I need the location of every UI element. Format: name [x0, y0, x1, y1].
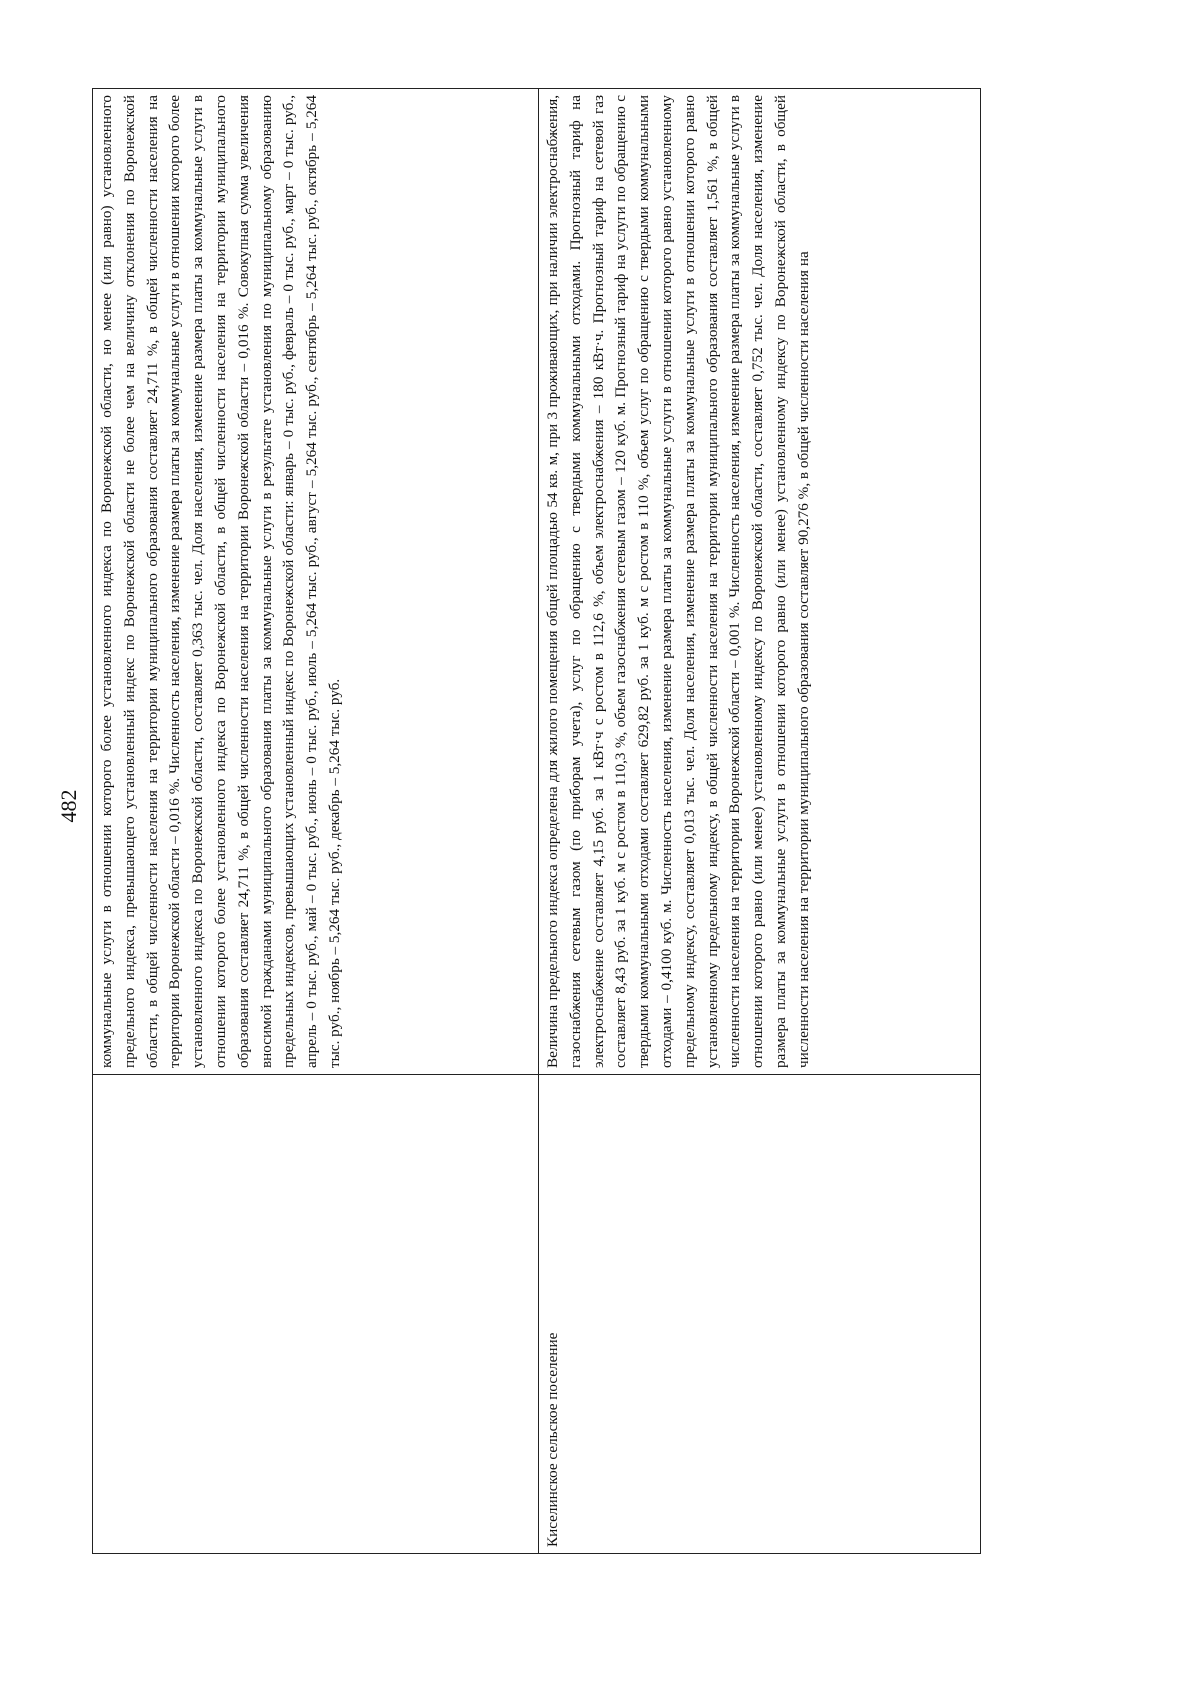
table-row	[539, 89, 981, 1554]
page-number: 482	[56, 789, 81, 823]
description-cell: Величина предельного индекса определена для жилого помещения общей площадью 54 кв. м, при 3 проживающих, при наличии электроснабжения, газоснабжения сетевым газом (по приборам учета), услуг по обращению с твердыми коммунальными отходами. Прогнозный тариф на электроснабжение составляет 4,15 руб. за 1 кВт·ч с ростом в 112,6 %, объем электроснабжения – 180 кВт·ч. Прогнозный тариф на сетевой газ составляет 8,43 руб. за 1 куб. м с ростом в 110,3 %, объем газоснабжения сетевым газом – 120 куб. м. Прогнозный тариф на услуги по обращению с твердыми коммунальными отходами составляет 629,82 руб. за 1 куб. м с ростом в 110 %, объем услуг по обращению с твердыми коммунальными отходами – 0,4100 куб. м. Численность населения, изменение размера платы за коммунальные услуги в отношении которого равно установленному предельному индексу, составляет 0,013 тыс. чел. Доля населения, изменение размера платы за коммунальные услуги в отношении которого равно установленному предельному индексу, в общей численности населения на территории муниципального образования составляет 1,561 %, в общей численности населения на территории Воронежской области – 0,001 %. Численность населения, изменение размера платы за коммунальные услуги в отношении которого равно (или менее) установленному индексу по Воронежской области, составляет 0,752 тыс. чел. Доля населения, изменение размера платы за коммунальные услуги в отношении которого равно (или менее) установленному индексу по Воронежской области, в общей численности населения на территории муниципального образования составляет 90,276 %, в общей численности населения на	[539, 89, 981, 1075]
municipality-name-cell	[93, 1075, 539, 1554]
description-cell: коммунальные услуги в отношении которого более установленного индекса по Воронежской области, но менее (или равно) установленного предельного индекса, превышающего установленный индекс по Воронежской области не более чем на величину отклонения по Воронежской области, в общей численности населения на территории муниципального образования составляет 24,711 %, в общей численности населения на территории Воронежской области – 0,016 %. Численность населения, изменение размера платы за коммунальные услуги в отношении которого более установленного индекса по Воронежской области, составляет 0,363 тыс. чел. Доля населения, изменение размера платы за коммунальные услуги в отношении которого более установленного индекса по Воронежской области, в общей численности населения на территории муниципального образования составляет 24,711 %, в общей численности населения на территории Воронежской области – 0,016 %. Совокупная сумма увеличения вносимой гражданами муниципального образования платы за коммунальные услуги в результате установления по муниципальному образованию предельных индексов, превышающих установленный индекс по Воронежской области: январь – 0 тыс. руб., февраль – 0 тыс. руб., март – 0 тыс. руб., апрель – 0 тыс. руб., май – 0 тыс. руб., июнь – 0 тыс. руб., июль – 5,264 тыс. руб., август – 5,264 тыс. руб., сентябрь – 5,264 тыс. руб., октябрь – 5,264 тыс. руб., ноябрь – 5,264 тыс. руб., декабрь – 5,264 тыс. руб.	[93, 89, 539, 1075]
table-row	[93, 89, 539, 1554]
document-table	[92, 88, 981, 1554]
rotated-table-container	[92, 88, 980, 1554]
municipality-name-cell: Киселинское сельское поселение	[539, 1075, 981, 1554]
